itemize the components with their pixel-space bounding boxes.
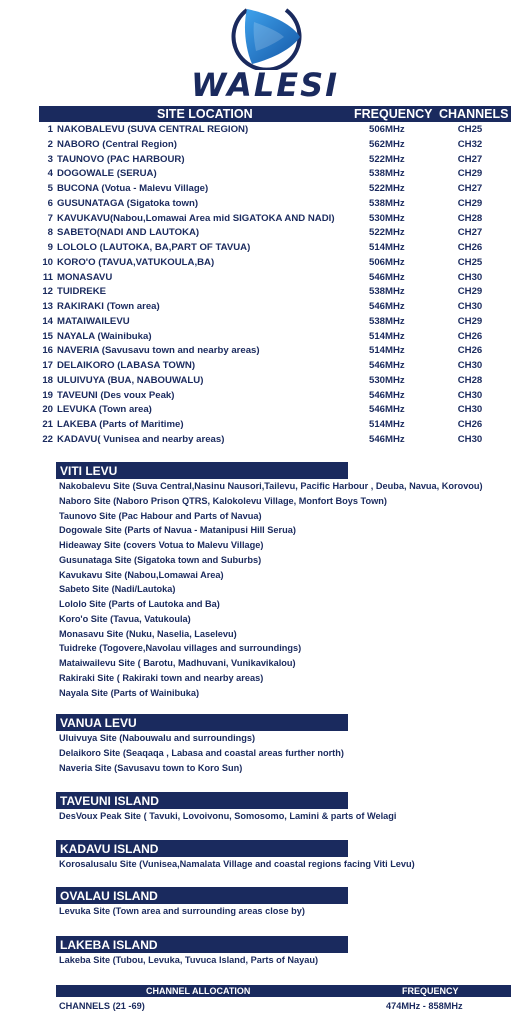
row-frequency: 546MHz <box>369 301 405 312</box>
row-number: 2 <box>47 138 53 150</box>
row-site-name: DELAIKORO (LABASA TOWN) <box>57 360 196 371</box>
table-row <box>39 197 511 212</box>
table-row <box>39 226 511 241</box>
site-table-body <box>39 123 511 448</box>
allocation-channels: CHANNELS (21 -69) <box>59 1001 145 1011</box>
row-site-name: LOLOLO (LAUTOKA, BA,PART OF TAVUA) <box>57 242 251 253</box>
row-number: 9 <box>47 242 53 253</box>
coverage-item: Koro'o Site (Tavua, Vatukoula) <box>59 613 191 624</box>
section-title: KADAVU ISLAND <box>56 840 348 857</box>
row-number: 21 <box>42 419 53 430</box>
walesi-logo <box>0 0 530 104</box>
coverage-item: Uluivuya Site (Nabouwalu and surroundings) <box>59 733 256 743</box>
row-channel: CH30 <box>457 360 483 371</box>
allocation-header-label: CHANNEL ALLOCATION <box>146 986 251 996</box>
row-frequency: 546MHz <box>369 404 405 416</box>
play-icon <box>0 0 530 70</box>
row-frequency: 530MHz <box>369 374 405 386</box>
row-channel: CH32 <box>457 138 483 150</box>
table-row <box>39 123 511 138</box>
row-channel: CH26 <box>457 242 483 253</box>
coverage-item: Naboro Site (Naboro Prison QTRS, Kalokolevu Village, Monfort Boys Town) <box>59 495 387 506</box>
row-site-name: TAVEUNI (Des voux Peak) <box>57 389 175 401</box>
row-site-name: KADAVU( Vunisea and nearby areas) <box>57 433 225 445</box>
coverage-section <box>56 840 415 872</box>
table-row <box>39 374 511 389</box>
coverage-item: Tuidreke (Togovere,Navolau villages and surroundings) <box>59 643 302 654</box>
row-frequency: 538MHz <box>369 315 405 327</box>
row-site-name: ULUIVUYA (BUA, NABOUWALU) <box>57 374 204 386</box>
row-frequency: 562MHz <box>369 138 405 150</box>
row-channel: CH27 <box>457 227 483 239</box>
allocation-frequency-range: 474MHz - 858MHz <box>386 1001 463 1011</box>
coverage-section <box>56 936 348 968</box>
row-site-name: NABORO (Central Region) <box>57 138 177 150</box>
row-frequency: 522MHz <box>369 227 405 239</box>
row-number: 14 <box>42 315 53 327</box>
row-number: 19 <box>42 389 53 401</box>
header-frequency: FREQUENCY <box>354 107 433 121</box>
row-site-name: MATAIWAILEVU <box>57 315 130 327</box>
header-site-location: SITE LOCATION <box>157 107 253 121</box>
row-site-name: NAVERIA (Savusavu town and nearby areas) <box>57 345 260 357</box>
coverage-item: Nayala Site (Parts of Wainibuka) <box>59 687 200 698</box>
coverage-item: Rakiraki Site ( Rakiraki town and nearby areas) <box>59 672 264 683</box>
row-frequency: 538MHz <box>369 168 405 180</box>
brand-wordmark: WALESI <box>190 66 340 104</box>
table-row <box>39 359 511 374</box>
row-channel: CH30 <box>457 404 483 416</box>
coverage-item: Gusunataga Site (Sigatoka town and Suburbs) <box>59 554 262 565</box>
coverage-item: Lololo Site (Parts of Lautoka and Ba) <box>59 599 220 609</box>
row-channel: CH27 <box>457 153 483 165</box>
allocation-header-frequency: FREQUENCY <box>402 986 459 996</box>
coverage-item: Korosalusalu Site (Vunisea,Namalata Village and coastal regions facing Viti Levu) <box>59 859 415 869</box>
coverage-item: Nakobalevu Site (Suva Central,Nasinu Nausori,Tailevu, Pacific Harbour , Deuba, Navua, Korovou) <box>59 481 483 491</box>
row-frequency: 514MHz <box>369 242 405 253</box>
row-number: 3 <box>47 153 53 165</box>
row-channel: CH28 <box>457 374 483 386</box>
section-title: OVALAU ISLAND <box>56 887 348 904</box>
row-site-name: LEVUKA (Town area) <box>57 404 152 416</box>
table-row <box>39 167 511 182</box>
table-row <box>39 271 511 286</box>
row-channel: CH28 <box>457 212 483 224</box>
row-number: 16 <box>42 345 53 357</box>
row-frequency: 506MHz <box>369 124 405 135</box>
row-channel: CH30 <box>457 301 483 312</box>
row-frequency: 546MHz <box>369 271 405 283</box>
table-row <box>39 433 511 448</box>
coverage-item: Delaikoro Site (Seaqaqa , Labasa and coastal areas further north) <box>59 747 344 758</box>
table-row <box>39 330 511 345</box>
row-site-name: DOGOWALE (SERUA) <box>57 168 157 180</box>
site-table-header <box>39 106 511 122</box>
table-row <box>39 182 511 197</box>
row-frequency: 538MHz <box>369 286 405 298</box>
table-row <box>39 153 511 168</box>
coverage-item: Taunovo Site (Pac Habour and Parts of Navua) <box>59 510 262 521</box>
row-frequency: 546MHz <box>369 389 405 401</box>
row-frequency: 514MHz <box>369 419 405 430</box>
table-row <box>39 138 511 153</box>
table-row <box>39 285 511 300</box>
row-frequency: 546MHz <box>369 433 405 445</box>
row-frequency: 514MHz <box>369 330 405 342</box>
row-number: 7 <box>47 212 53 224</box>
table-row <box>39 418 511 433</box>
row-number: 5 <box>47 183 53 194</box>
row-frequency: 530MHz <box>369 212 405 224</box>
row-number: 13 <box>42 301 53 312</box>
row-channel: CH29 <box>457 315 483 327</box>
row-site-name: GUSUNATAGA (Sigatoka town) <box>57 197 199 209</box>
table-row <box>39 403 511 418</box>
table-row <box>39 212 511 227</box>
channel-allocation <box>56 985 511 1013</box>
coverage-item: Monasavu Site (Nuku, Naselia, Laselevu) <box>59 628 237 639</box>
coverage-item: Kavukavu Site (Nabou,Lomawai Area) <box>59 569 224 580</box>
row-frequency: 522MHz <box>369 153 405 165</box>
row-channel: CH29 <box>457 197 483 209</box>
row-site-name: NAYALA (Wainibuka) <box>57 330 152 342</box>
coverage-section <box>56 714 348 775</box>
coverage-section <box>56 887 348 919</box>
allocation-header <box>56 985 511 997</box>
row-channel: CH26 <box>457 419 483 430</box>
row-number: 20 <box>42 404 53 416</box>
row-channel: CH26 <box>457 330 483 342</box>
section-title: VITI LEVU <box>56 462 348 479</box>
coverage-item: Hideaway Site (covers Votua to Malevu Village) <box>59 540 264 550</box>
row-number: 8 <box>47 227 53 239</box>
row-frequency: 546MHz <box>369 360 405 371</box>
section-title: LAKEBA ISLAND <box>56 936 348 953</box>
coverage-section <box>56 462 483 700</box>
row-site-name: TUIDREKE <box>57 286 107 298</box>
row-channel: CH29 <box>457 168 483 180</box>
row-site-name: NAKOBALEVU (SUVA CENTRAL REGION) <box>57 124 249 135</box>
row-number: 15 <box>42 330 53 342</box>
row-site-name: MONASAVU <box>57 271 113 283</box>
row-channel: CH27 <box>457 183 483 194</box>
row-channel: CH25 <box>457 256 483 268</box>
coverage-item: Mataiwailevu Site ( Barotu, Madhuvani, Vunikavikalou) <box>59 658 296 668</box>
row-site-name: LAKEBA (Parts of Maritime) <box>57 419 184 430</box>
row-number: 22 <box>42 433 53 445</box>
table-row <box>39 241 511 256</box>
row-site-name: RAKIRAKI (Town area) <box>57 301 160 312</box>
table-row <box>39 389 511 404</box>
coverage-item: Naveria Site (Savusavu town to Koro Sun) <box>59 762 243 773</box>
row-channel: CH29 <box>457 286 483 298</box>
coverage-item: DesVoux Peak Site ( Tavuki, Lovoivonu, Somosomo, Lamini & parts of Welagi <box>59 811 397 821</box>
row-number: 18 <box>42 374 53 386</box>
section-title: VANUA LEVU <box>56 714 348 731</box>
row-number: 12 <box>42 286 53 298</box>
row-site-name: BUCONA (Votua - Malevu Village) <box>57 183 209 194</box>
header-channels: CHANNELS <box>439 107 509 121</box>
coverage-item: Lakeba Site (Tubou, Levuka, Tuvuca Island, Parts of Nayau) <box>59 955 319 965</box>
row-frequency: 506MHz <box>369 256 405 268</box>
table-row <box>39 256 511 271</box>
row-frequency: 522MHz <box>369 183 405 194</box>
row-frequency: 514MHz <box>369 345 405 357</box>
row-site-name: KORO'O (TAVUA,VATUKOULA,BA) <box>57 256 215 268</box>
row-channel: CH26 <box>457 345 483 357</box>
coverage-item: Sabeto Site (Nadi/Lautoka) <box>59 584 176 595</box>
coverage-item: Levuka Site (Town area and surrounding areas close by) <box>59 906 305 916</box>
row-number: 6 <box>47 197 53 209</box>
row-channel: CH25 <box>457 124 483 135</box>
table-row <box>39 344 511 359</box>
row-number: 17 <box>42 360 53 371</box>
row-number: 1 <box>47 124 53 135</box>
row-site-name: SABETO(NADI AND LAUTOKA) <box>57 227 200 239</box>
row-number: 10 <box>42 256 53 268</box>
coverage-item: Dogowale Site (Parts of Navua - Matanipusi Hill Serua) <box>59 525 296 536</box>
row-number: 11 <box>42 271 53 283</box>
row-frequency: 538MHz <box>369 197 405 209</box>
section-title: TAVEUNI ISLAND <box>56 792 348 809</box>
row-site-name: TAUNOVO (PAC HARBOUR) <box>57 153 185 165</box>
coverage-section <box>56 792 396 824</box>
row-channel: CH30 <box>457 389 483 401</box>
row-channel: CH30 <box>457 433 483 445</box>
row-channel: CH30 <box>457 271 483 283</box>
table-row <box>39 300 511 315</box>
row-number: 4 <box>47 168 53 180</box>
table-row <box>39 315 511 330</box>
row-site-name: KAVUKAVU(Nabou,Lomawai Area mid SIGATOKA AND NADI) <box>57 212 335 224</box>
allocation-row <box>56 999 511 1013</box>
